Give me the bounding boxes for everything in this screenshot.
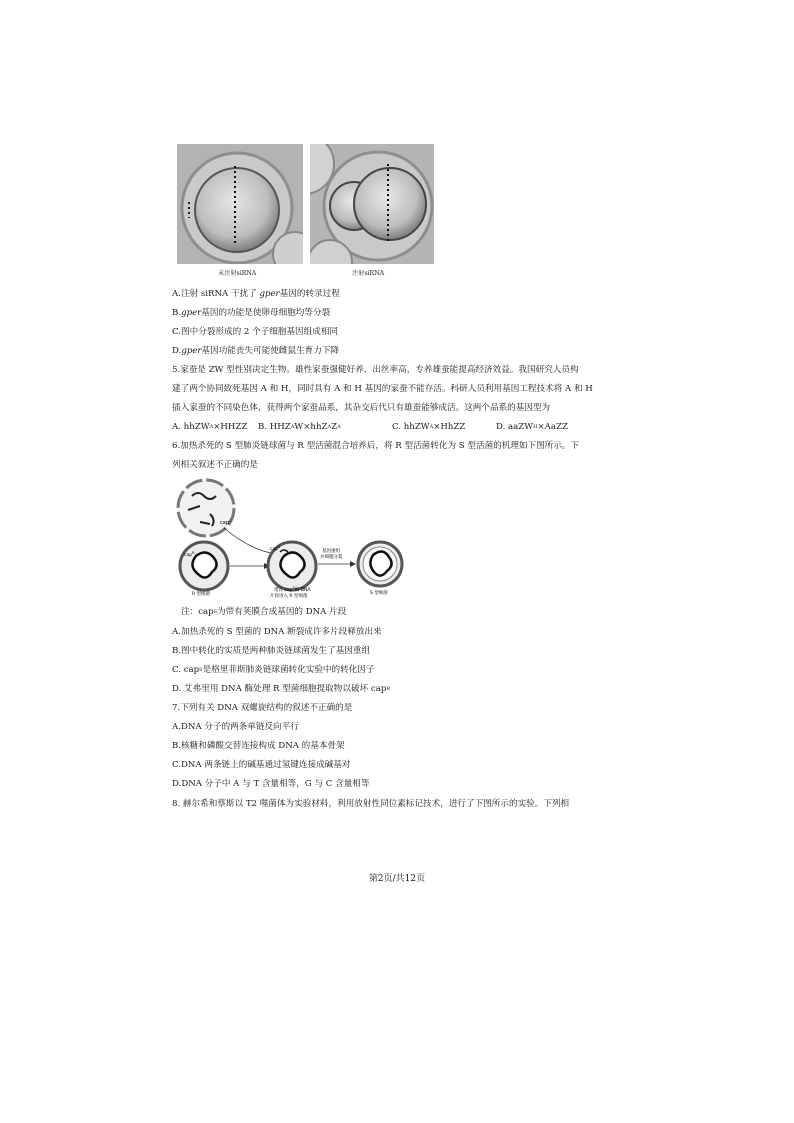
q5-option-d: D. aaZW$^H$×AaZZ [496, 422, 568, 432]
r-cell-caption: R 型细菌 [192, 592, 211, 597]
q6-option-d: D. 艾弗里用 DNA 酶处理 R 型菌细胞提取物以破坏 cap$^R$ [172, 684, 391, 694]
figure-caption-right: 注射siRNA [352, 270, 385, 277]
transformation-diagram-svg [170, 478, 410, 598]
q6-option-a: A.加热杀死的 S 型菌的 DNA 断裂成许多片段释放出来 [172, 627, 382, 637]
cap-s-label-top: cap$^S$ [220, 519, 232, 526]
q6-stem-line1: 6.加热杀死的 S 型肺炎链球菌与 R 型活菌混合培养后，将 R 型活菌转化为 S 型活菌的机理如下图所示。下 [172, 441, 580, 451]
q5-option-c: C. hhZW$^A$×HhZZ [392, 422, 466, 432]
q6-note: 注：cap$^S$为带有荚膜合成基因的 DNA 片段 [181, 607, 347, 617]
oocyte-image-left [177, 144, 303, 264]
arrow-text-2: 并细胞分裂 [320, 555, 343, 560]
micrograph-injected [310, 144, 434, 264]
q5-stem-line2: 建了两个协同致死基因 A 和 H，同时具有 A 和 H 基因的家蚕不能存活。科研人员利用基因工程技术将 A 和 H [172, 384, 593, 394]
q4-option-b: B.gper基因的功能是使卵母细胞均等分裂 [172, 308, 331, 318]
q5-stem-line3: 插入家蚕的不同染色体，获得两个家蚕品系，其杂交后代只有雄蚕能够成活。这两个品系的基因型为 [172, 403, 551, 413]
q7-option-c: C.DNA 两条链上的碱基通过氢键连接成碱基对 [172, 760, 351, 770]
q8-stem: 8. 赫尔希和蔡斯以 T2 噬菌体为实验材料，利用放射性同位素标记技术，进行了下图所示的实验。下列相 [172, 799, 570, 809]
micrograph-uninjected [177, 144, 303, 264]
q6-option-c: C. cap$^S$是格里菲斯肺炎链球菌转化实验中的转化因子 [172, 665, 375, 675]
q4-option-c: C.图中分裂形成的 2 个子细胞基因组成相同 [172, 327, 339, 337]
mid-caption-1: 带有 cap$^S$的 DNA [274, 586, 311, 593]
cap-s-label-mid: cap$^S$ [270, 545, 281, 552]
q6-option-b: B.图中转化的实质是两种肺炎链球菌发生了基因重组 [172, 646, 371, 656]
q5-option-b: B. $HHZ^AW\times hhZ^AZ^A$ [258, 422, 341, 432]
q7-stem: 7.下列有关 DNA 双螺旋结构的叙述不正确的是 [172, 703, 353, 713]
q4-option-d: D.gper基因功能丧失可能使雌鼠生育力下降 [172, 346, 340, 356]
q5-stem-line1: 5.家蚕是 ZW 型性别决定生物。雄性家蚕强健好养、出丝率高，专养雄蚕能提高经济效益。我国研究人员构 [172, 365, 579, 375]
q5-option-a: A. hhZW$^A$×HHZZ [172, 422, 248, 432]
page-footer: 第2页/共12页 [368, 874, 426, 884]
mid-caption-2: 片段进入 R 型细菌 [270, 594, 308, 598]
q7-option-d: D.DNA 分子中 A 与 T 含量相等，G 与 C 含量相等 [172, 779, 370, 789]
figure-caption-left: 未注射siRNA [218, 270, 257, 277]
oocyte-image-right [310, 144, 434, 264]
transformation-diagram [170, 478, 410, 598]
arrow-text-1: 基因重组 [322, 549, 340, 554]
s-cell-caption: S 型细菌 [370, 591, 388, 596]
cap-r-label: cap$^R$ [184, 551, 195, 558]
q7-option-a: A.DNA 分子的两条单链反向平行 [172, 722, 299, 732]
q6-stem-line2: 列相关叙述不正确的是 [172, 460, 258, 470]
q4-option-a: A.注射 siRNA 干扰了 gper基因的转录过程 [172, 289, 340, 299]
q7-option-b: B.核糖和磷酸交替连接构成 DNA 的基本骨架 [172, 741, 345, 751]
